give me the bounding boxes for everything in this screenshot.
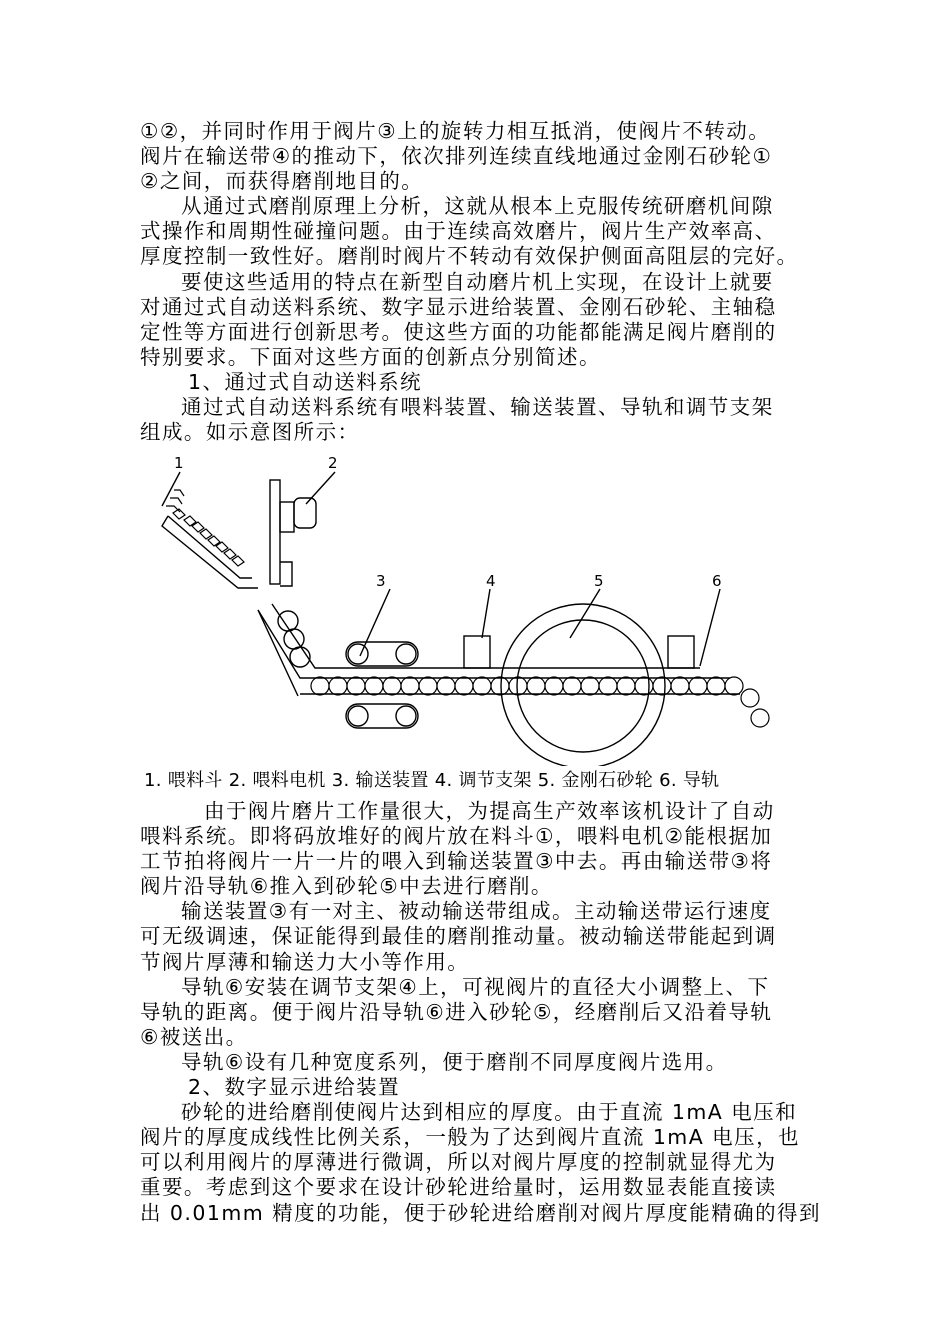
paragraph-digital-feed <box>140 1100 821 1225</box>
heading-text: 1、通过式自动送料系统 <box>188 369 422 394</box>
section-heading-2 <box>140 1075 810 1100</box>
text-line: 导轨⑥设有几种宽度系列，便于磨削不同厚度阀片选用。 <box>181 1049 728 1074</box>
text-line: 阀片沿导轨⑥推入到砂轮⑤中去进行磨削。 <box>140 874 553 899</box>
text-line: 砂轮的进给磨削使阀片达到相应的厚度。由于直流 1mA 电压和 <box>181 1100 798 1125</box>
diagram-label-3: 3 <box>376 572 386 590</box>
label-leaders <box>162 472 720 666</box>
text-line: 阀片的厚度成线性比例关系，一般为了达到阀片直流 1mA 电压，也 <box>140 1125 800 1150</box>
adjust-brackets-drawing <box>464 636 694 668</box>
text-line: 由于阀片磨片工作量很大，为提高生产效率该机设计了自动 <box>204 799 775 823</box>
text-line: 通过式自动送料系统有喂料装置、输送装置、导轨和调节支架 <box>181 395 774 420</box>
feeding-system-diagram <box>140 446 810 766</box>
text-line: 导轨⑥安装在调节支架④上，可视阀片的直径大小调整上、下 <box>181 974 770 999</box>
text-line: 从通过式磨削原理上分析，这就从根本上克服传统研磨机间隙 <box>181 194 774 219</box>
text-line: 重要。考虑到这个要求在设计砂轮进给量时，运用数显表能直接读 <box>140 1175 777 1200</box>
paragraph-innovation <box>140 270 810 370</box>
heading-text: 2、数字显示进给装置 <box>188 1075 401 1100</box>
text-line: 要使这些适用的特点在新型自动磨片机上实现，在设计上就要 <box>181 269 774 294</box>
text-line: 定性等方面进行创新思考。使这些方面的功能都能满足阀片磨削的 <box>140 319 777 344</box>
text-line: 对通过式自动送料系统、数字显示进给装置、金刚石砂轮、主轴稳 <box>140 294 777 319</box>
diagram-label-2: 2 <box>328 454 338 472</box>
text-line: ②之间，而获得磨削地目的。 <box>140 169 424 194</box>
paragraph-guide-rail <box>140 975 810 1050</box>
diagram-label-4: 4 <box>486 572 496 590</box>
grinding-wheel-drawing <box>501 604 665 766</box>
text-line: 可无级调速，保证能得到最佳的磨削推动量。被动输送带能起到调 <box>140 924 777 949</box>
text-line: 喂料系统。即将码放堆好的阀片放在料斗①，喂料电机②能根据加 <box>140 824 773 849</box>
paragraph-feeding-system <box>140 395 810 445</box>
text-line: 输送装置③有一对主、被动输送带组成。主动输送带运行速度 <box>181 899 772 924</box>
paragraph-continued <box>140 119 810 194</box>
text-line: 厚度控制一致性好。磨削时阀片不转动有效保护侧面高阻层的完好。 <box>140 244 799 269</box>
text-line: 导轨的距离。便于阀片沿导轨⑥进入砂轮⑤，经磨削后又沿着导轨 <box>140 999 773 1024</box>
diagram-label-6: 6 <box>712 572 722 590</box>
paragraph-principle <box>140 194 810 269</box>
text-line: 工节拍将阀片一片一片的喂入到输送装置③中去。再由输送带③将 <box>140 849 773 874</box>
text-line: ⑥被送出。 <box>140 1024 248 1049</box>
text-line: 特别要求。下面对这些方面的创新点分别简述。 <box>140 344 601 369</box>
diagram-svg <box>140 446 810 766</box>
hopper-drawing <box>162 490 258 588</box>
figure-caption: 1. 喂料斗 2. 喂料电机 3. 输送装置 4. 调节支架 5. 金刚石砂轮 6. 导轨 <box>144 770 720 791</box>
document-body-bottom <box>140 799 821 1226</box>
text-line: 出 0.01mm 精度的功能，便于砂轮进给磨削对阀片厚度能精确的得到 <box>140 1200 821 1225</box>
paragraph-auto-feed <box>140 799 810 899</box>
conveyor-belts-drawing <box>346 642 418 728</box>
text-line: 节阀片厚薄和输送力大小等作用。 <box>140 949 470 974</box>
diagram-label-1: 1 <box>174 454 184 472</box>
text-line: 式操作和周期性碰撞问题。由于连续高效磨片，阀片生产效率高、 <box>140 219 777 244</box>
text-line: 可以利用阀片的厚薄进行微调，所以对阀片厚度的控制就显得尤为 <box>140 1150 777 1175</box>
text-line: 组成。如示意图所示： <box>140 420 360 445</box>
parts-row-drawing <box>311 677 769 727</box>
diagram-label-5: 5 <box>594 572 604 590</box>
paragraph-guide-widths <box>140 1050 810 1075</box>
section-heading-1 <box>140 370 810 395</box>
text-line: 阀片在输送带④的推动下，依次排列连续直线地通过金刚石砂轮① <box>140 144 773 169</box>
feeding-motor-drawing <box>270 480 316 586</box>
text-line: ①②，并同时作用于阀片③上的旋转力相互抵消，使阀片不转动。 <box>140 119 771 143</box>
paragraph-conveyor <box>140 899 810 974</box>
document-body-top <box>140 119 810 445</box>
